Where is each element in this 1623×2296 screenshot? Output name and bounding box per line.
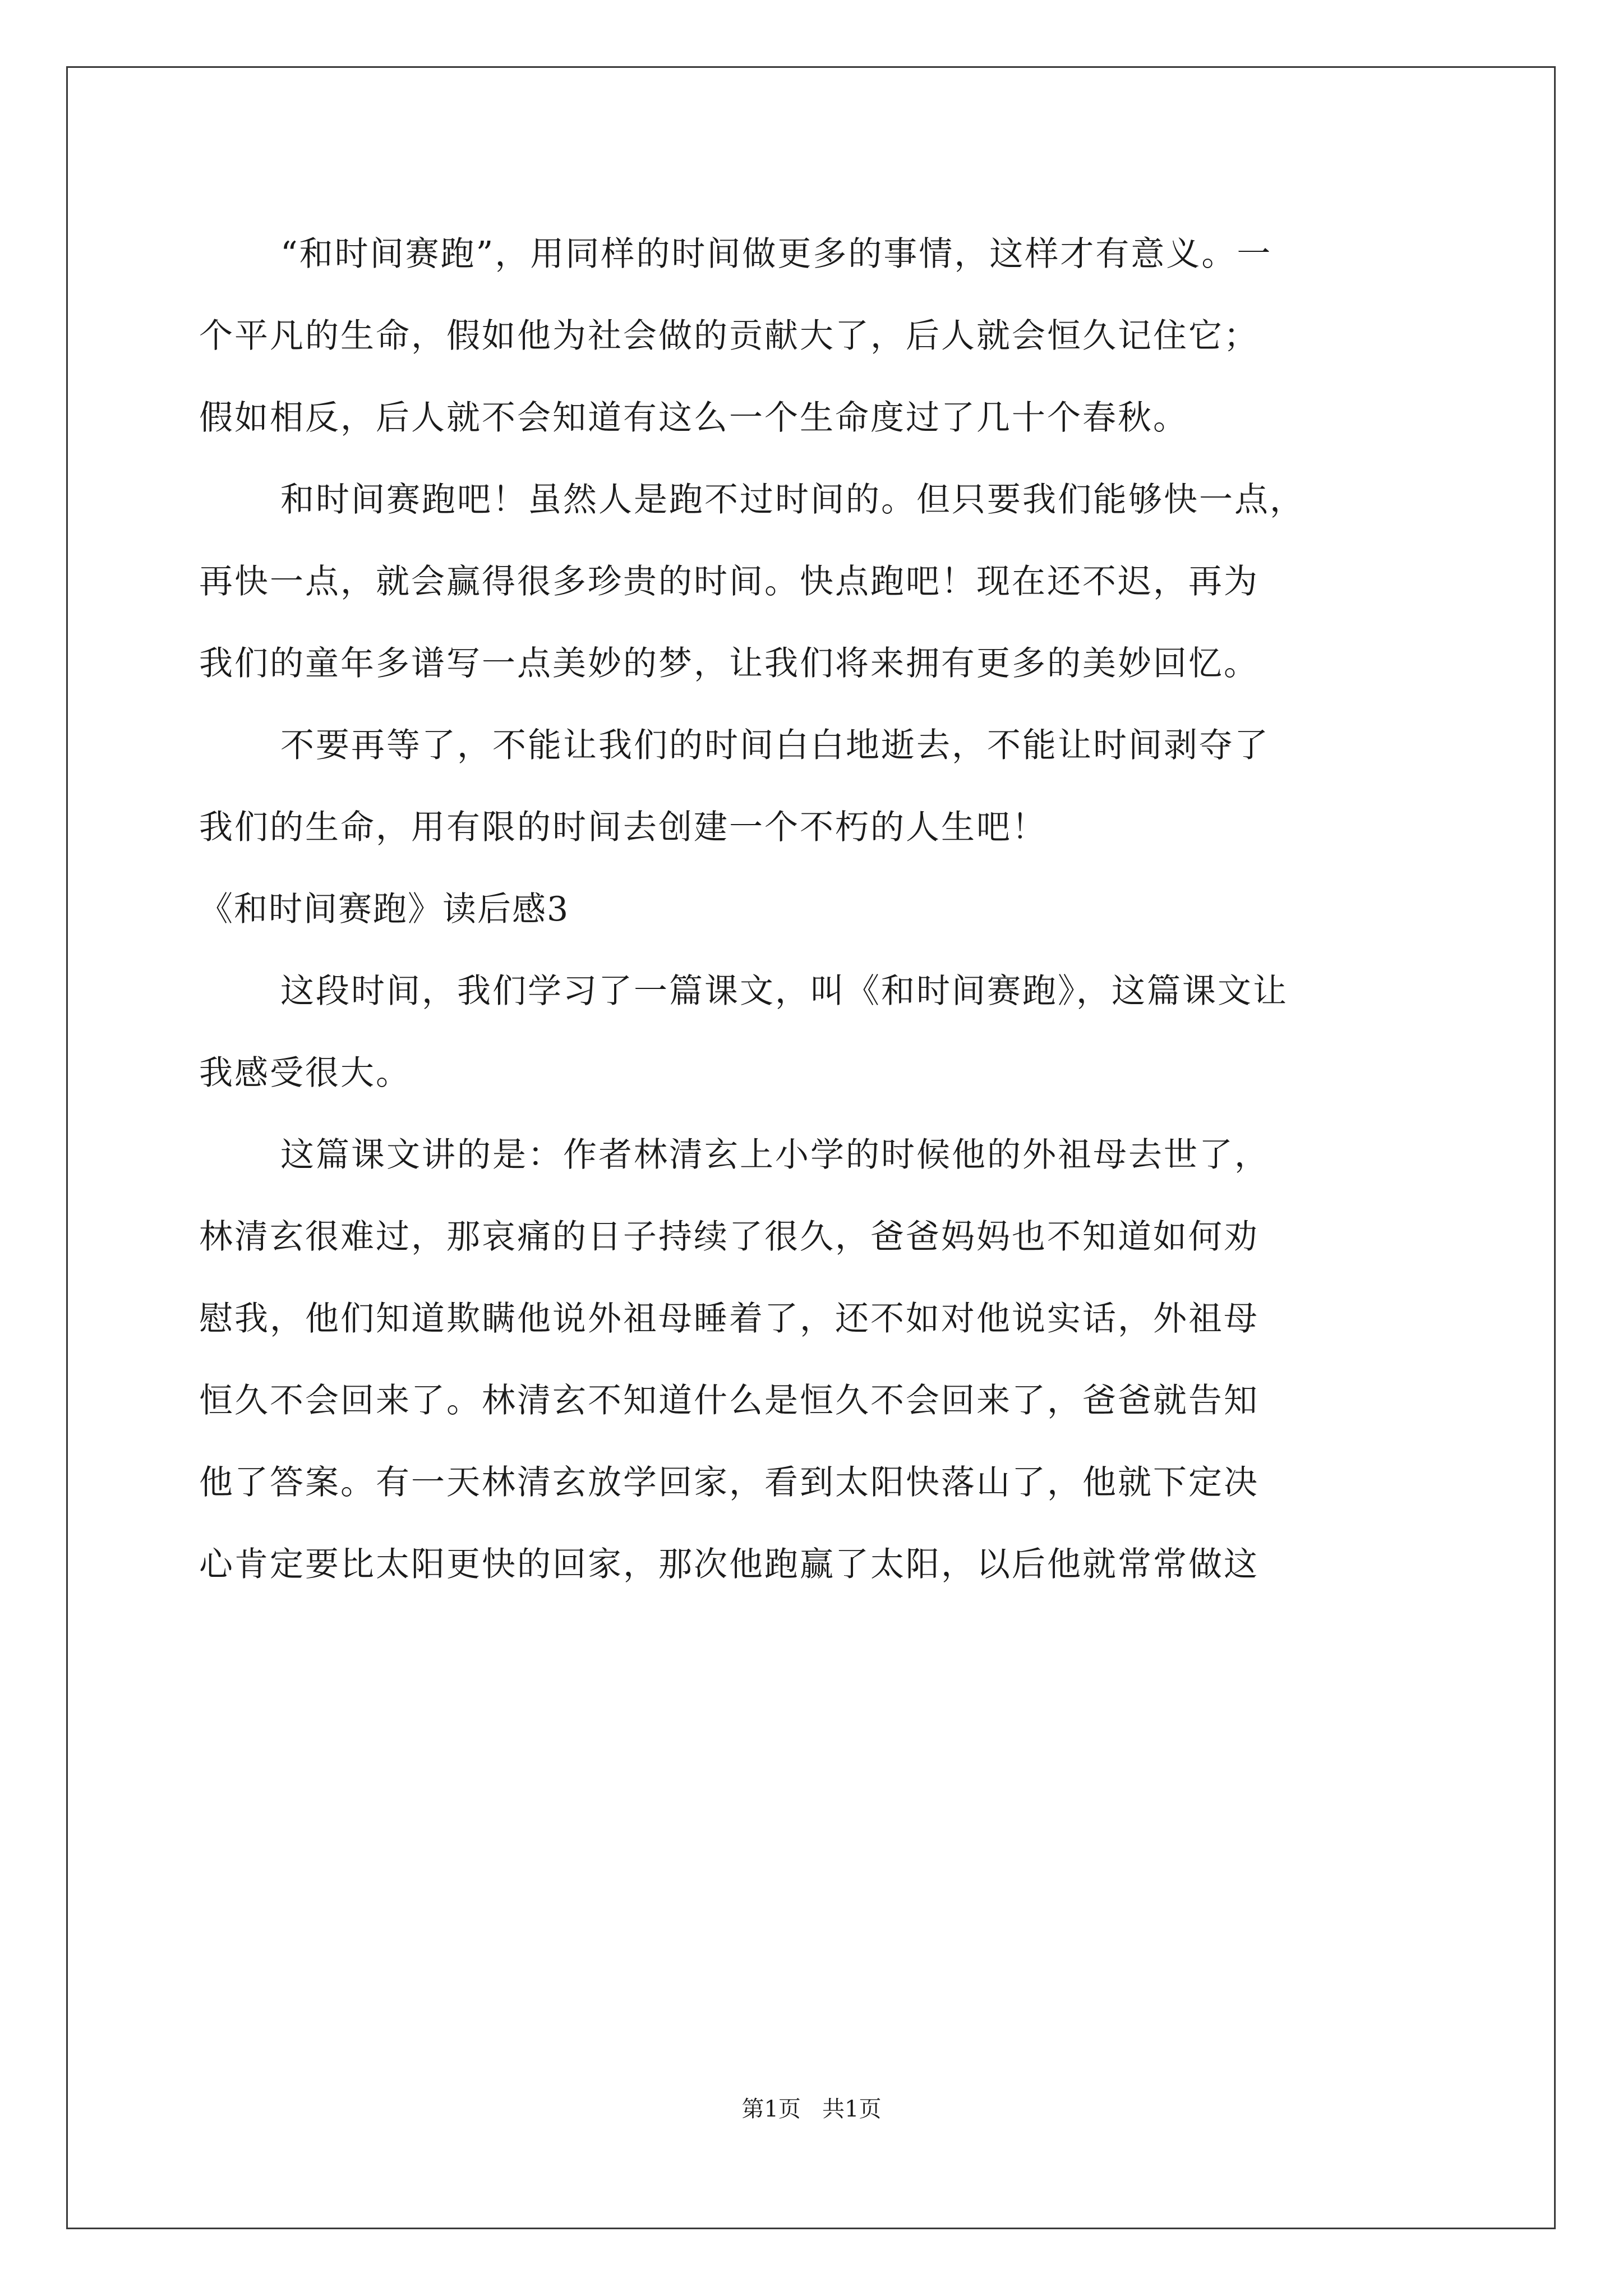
page-number-footer: 第1页 共1页	[741, 2096, 882, 2122]
paragraph-line: 我们的生命，用有限的时间去创建一个不朽的人生吧！	[199, 808, 1047, 847]
paragraph-line: 慰我，他们知道欺瞒他说外祖母睡着了，还不如对他说实话，外祖母	[199, 1299, 1259, 1338]
paragraph-line: “和时间赛跑”，用同样的时间做更多的事情，这样才有意义。一	[280, 234, 1272, 274]
paragraph-line: 这篇课文讲的是：作者林清玄上小学的时候他的外祖母去世了，	[280, 1135, 1270, 1175]
paragraph-line: 不要再等了，不能让我们的时间白白地逝去，不能让时间剥夺了	[280, 726, 1270, 765]
paragraph-line: 和时间赛跑吧！虽然人是跑不过时间的。但只要我们能够快一点，	[280, 480, 1305, 519]
document-body	[199, 213, 1433, 1605]
paragraph-line: 这段时间，我们学习了一篇课文，叫《和时间赛跑》，这篇课文让	[280, 972, 1288, 1011]
paragraph-line: 他了答案。有一天林清玄放学回家，看到太阳快落山了，他就下定决	[199, 1463, 1259, 1502]
paragraph-line: 个平凡的生命，假如他为社会做的贡献大了，后人就会恒久记住它；	[199, 316, 1259, 356]
paragraph-line: 我感受很大。	[199, 1053, 411, 1093]
paragraph-line: 心肯定要比太阳更快的回家，那次他跑赢了太阳，以后他就常常做这	[199, 1545, 1259, 1584]
paragraph-line: 恒久不会回来了。林清玄不知道什么是恒久不会回来了，爸爸就告知	[199, 1381, 1259, 1420]
paragraph-line: 我们的童年多谱写一点美妙的梦，让我们将来拥有更多的美妙回忆。	[199, 644, 1259, 683]
paragraph-line: 假如相反，后人就不会知道有这么一个生命度过了几十个春秋。	[199, 398, 1188, 438]
section-heading: 《和时间赛跑》读后感3	[199, 890, 570, 929]
paragraph-line: 林清玄很难过，那哀痛的日子持续了很久，爸爸妈妈也不知道如何劝	[199, 1217, 1259, 1257]
paragraph-line: 再快一点，就会赢得很多珍贵的时间。快点跑吧！现在还不迟，再为	[199, 562, 1259, 601]
